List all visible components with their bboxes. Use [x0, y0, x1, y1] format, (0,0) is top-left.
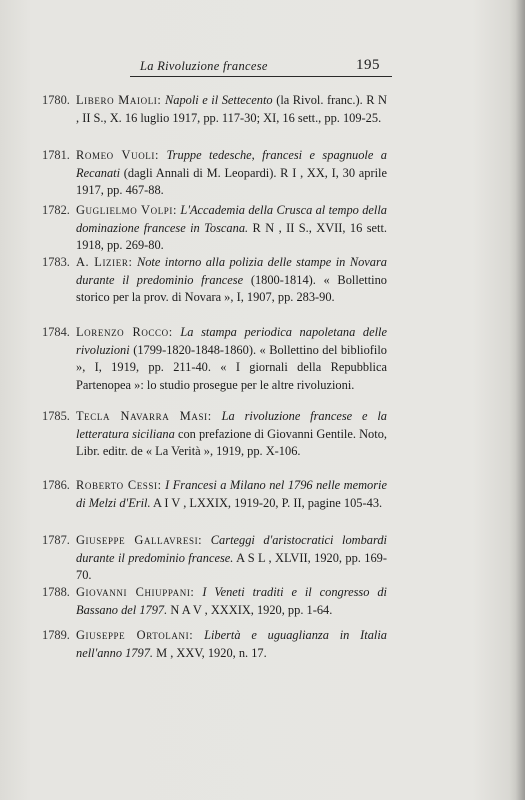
entry-title: Truppe tedesche, francesi e spagnuole a Recanati — [76, 148, 387, 180]
entry-citation: A I V , LXXIX, 1919-20, P. II, pagine 105-43. — [153, 495, 383, 510]
entry-author: Libero Maioli: — [76, 93, 162, 107]
entry-citation: (1800-1814). « Bollettino storico per la prov. di Novara », I, 1907, pp. 283-90. — [76, 272, 387, 304]
entry-body — [76, 532, 387, 585]
entry-title: Napoli e il Settecento — [165, 93, 273, 107]
entry-citation: (la Rivol. franc.). R N , II S., X. 16 luglio 1917, pp. 117-30; XI, 16 sett., pp. 109-25. — [76, 93, 388, 125]
bibliography-entry-1780 — [42, 92, 387, 127]
entry-body — [76, 147, 387, 200]
entry-number: 1789. — [42, 628, 70, 642]
entry-author: Giuseppe Ortolani: — [76, 628, 194, 642]
entry-title: La rivoluzione francese e la letteratura siciliana — [76, 409, 387, 441]
bibliography-entry-1789 — [42, 627, 387, 662]
entry-author: Giovanni Chiuppani: — [76, 585, 195, 599]
entry-body — [76, 584, 387, 619]
entry-number: 1784. — [42, 325, 70, 339]
entry-body — [76, 627, 387, 662]
entry-body — [76, 477, 387, 512]
entry-author: Guglielmo Volpi: — [76, 203, 178, 217]
bibliography-entry-1782 — [42, 202, 387, 255]
entry-title: I Francesi a Milano nel 1796 nelle memorie di Melzi d'Eril. — [76, 478, 387, 510]
entry-body — [76, 408, 387, 461]
entry-citation: (dagli Annali di M. Leopardi). R I , XX, I, 30 aprile 1917, pp. 467-88. — [76, 165, 387, 197]
entry-title: I Veneti traditi e il congresso di Bassano del 1797. — [76, 585, 387, 617]
bibliography-entry-1783 — [42, 254, 387, 307]
bibliography-entry-1781 — [42, 147, 387, 200]
entry-number: 1785. — [42, 409, 70, 423]
bibliography-entry-1787 — [42, 532, 387, 585]
bibliography-list — [42, 92, 388, 660]
bibliography-entry-1788 — [42, 584, 387, 619]
entry-citation: A S L , XLVII, 1920, pp. 169-70. — [76, 550, 387, 582]
bibliography-entry-1784 — [42, 324, 387, 394]
entry-citation: R N , II S., XVII, 16 sett. 1918, pp. 269-80. — [76, 220, 387, 252]
page-edge-shadow — [515, 0, 525, 800]
bibliography-entry-1786 — [42, 477, 387, 512]
entry-author: A. Lizier: — [76, 255, 133, 269]
running-header — [130, 56, 392, 78]
entry-number: 1787. — [42, 533, 70, 547]
bibliography-entry-1785 — [42, 408, 387, 461]
entry-citation: con prefazione di Giovanni Gentile. Noto, Libr. editr. de « La Verità », 1919, pp. X-106. — [76, 426, 387, 458]
page-number: 195 — [356, 57, 380, 73]
entry-body — [76, 202, 387, 255]
entry-body — [76, 254, 387, 307]
entry-author: Roberto Cessi: — [76, 478, 162, 492]
entry-author: Giuseppe Gallavresi: — [76, 533, 203, 547]
entry-number: 1786. — [42, 478, 70, 492]
running-title: La Rivoluzione francese — [140, 59, 268, 73]
entry-number: 1780. — [42, 93, 70, 107]
entry-body — [76, 92, 387, 127]
entry-title: Libertà e uguaglianza in Italia nell'anno 1797. — [76, 628, 387, 660]
entry-citation: N A V , XXXIX, 1920, pp. 1-64. — [170, 602, 333, 617]
entry-number: 1782. — [42, 203, 70, 217]
entry-number: 1783. — [42, 255, 70, 269]
entry-title: L'Accademia della Crusca al tempo della dominazione francese in Toscana. — [76, 203, 388, 235]
entry-title: La stampa periodica napoletana delle rivoluzioni — [76, 325, 387, 357]
entry-citation: M , XXV, 1920, n. 17. — [156, 645, 267, 660]
entry-number: 1788. — [42, 585, 70, 599]
entry-title: Note intorno alla polizia delle stampe in Novara durante il predominio francese — [76, 255, 387, 287]
header-rule — [130, 76, 392, 77]
entry-author: Lorenzo Rocco: — [76, 325, 173, 339]
entry-title: Carteggi d'aristocratici lombardi durante il predominio francese. — [76, 533, 388, 565]
entry-author: Tecla Navarra Masi: — [76, 409, 212, 423]
entry-number: 1781. — [42, 148, 70, 162]
entry-citation: (1799-1820-1848-1860). « Bollettino del bibliofilo », I, 1919, pp. 211-40. « I giornali della Repubblica Partenopea »: lo studio prosegue per le altre rivoluzioni. — [76, 342, 387, 392]
entry-author: Romeo Vuoli: — [76, 148, 160, 162]
entry-body — [76, 324, 387, 394]
